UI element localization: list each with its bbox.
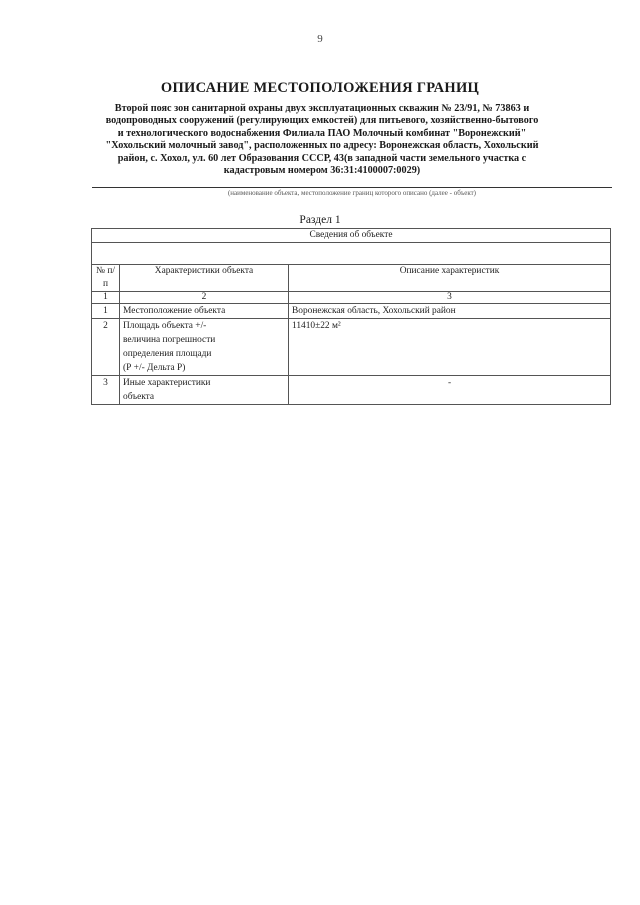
row-num: 2 bbox=[92, 319, 120, 376]
table-header-row bbox=[92, 265, 611, 292]
object-description-line: "Хохольский молочный завод", расположенных по адресу: Воронежская область, Хохольский bbox=[105, 140, 539, 152]
characteristic-line: определения площади bbox=[123, 349, 212, 359]
row-num: 1 bbox=[92, 304, 120, 319]
object-description-line: кадастровым номером 36:31:4100007:0029) bbox=[223, 165, 421, 177]
column-number: 1 bbox=[92, 292, 120, 304]
table-row bbox=[92, 304, 611, 319]
table-row bbox=[92, 376, 611, 405]
table-caption: Сведения об объекте bbox=[92, 229, 611, 243]
header-num: № п/п bbox=[92, 265, 120, 292]
row-characteristic bbox=[120, 304, 289, 319]
characteristic-line: (Р +/- Дельта Р) bbox=[123, 363, 186, 373]
column-number: 3 bbox=[289, 292, 611, 304]
object-info-table bbox=[91, 228, 611, 405]
characteristic-line: объекта bbox=[123, 392, 155, 402]
header-characteristic: Характеристики объекта bbox=[120, 265, 289, 292]
table-spacer-row bbox=[92, 243, 611, 265]
row-characteristic bbox=[120, 376, 289, 405]
section-title: Раздел 1 bbox=[299, 214, 341, 226]
header-description: Описание характеристик bbox=[289, 265, 611, 292]
object-description bbox=[92, 103, 552, 177]
row-description: Воронежская область, Хохольский район bbox=[289, 304, 611, 319]
row-description: - bbox=[289, 376, 611, 405]
page-number: 9 bbox=[317, 33, 323, 45]
object-underline-caption: (наименование объекта, местоположение границ которого описано (далее - объект) bbox=[227, 189, 477, 197]
column-number: 2 bbox=[120, 292, 289, 304]
row-num: 3 bbox=[92, 376, 120, 405]
document-title: ОПИСАНИЕ МЕСТОПОЛОЖЕНИЯ ГРАНИЦ bbox=[160, 80, 480, 96]
table-row bbox=[92, 319, 611, 376]
characteristic-line: Площадь объекта +/- bbox=[123, 321, 207, 331]
characteristic-line: величина погрешности bbox=[123, 335, 216, 345]
characteristic-line: Иные характеристики bbox=[123, 378, 211, 388]
table-caption-row bbox=[92, 229, 611, 243]
object-description-line: Второй пояс зон санитарной охраны двух эксплуатационных скважин № 23/91, № 73863 и bbox=[114, 103, 530, 114]
row-characteristic bbox=[120, 319, 289, 376]
object-description-line: и технологического водоснабжения Филиала ПАО Молочный комбинат "Воронежский" bbox=[117, 127, 527, 139]
characteristic-line: Местоположение объекта bbox=[123, 306, 226, 316]
object-description-line: водопроводных сооружений (регулирующих емкостей) для питьевого, хозяйственно-бытового bbox=[105, 115, 539, 127]
table-spacer-cell bbox=[92, 243, 611, 265]
object-description-line: район, с. Хохол, ул. 60 лет Образования СССР, 43(в западной части земельного участка с bbox=[117, 152, 527, 164]
table-column-number-row bbox=[92, 292, 611, 304]
row-description: 11410±22 м² bbox=[289, 319, 611, 376]
object-underline-rule bbox=[92, 187, 612, 188]
